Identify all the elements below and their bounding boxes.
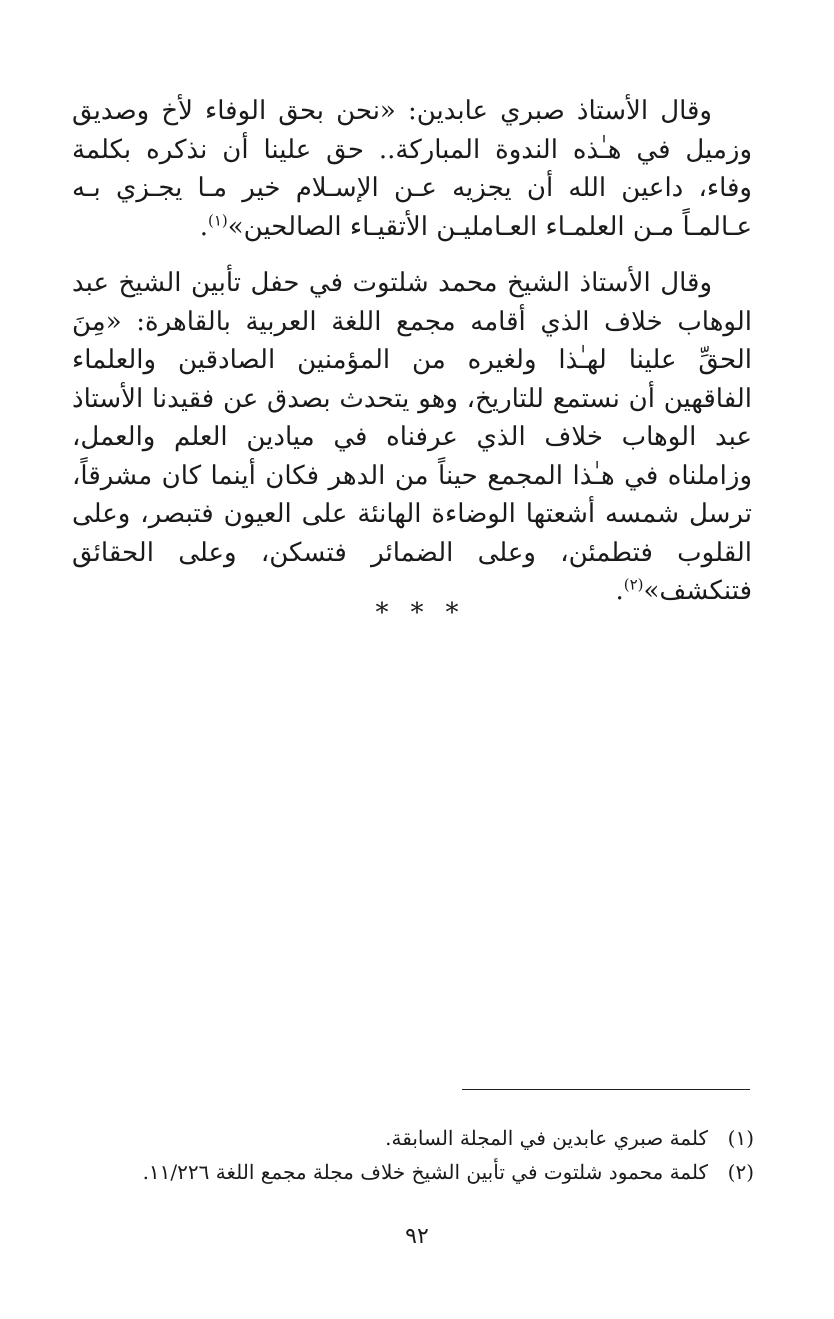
footnote-divider [462,1089,750,1090]
footnote-2 [80,1155,754,1189]
footnote-ref-2: (٢) [623,575,644,594]
footnote-2-number: (٢) [727,1160,754,1184]
footnote-1-text: كلمة صبري عابدين في المجلة السابقة. [385,1126,708,1150]
main-text [72,92,752,611]
page-number: ٩٢ [405,1224,429,1249]
section-separator: *** [375,598,481,628]
paragraph-2 [72,264,752,611]
footnotes [80,1121,754,1189]
paragraph-1-text: وقال الأستاذ صبري عابدين: «نحن بحق الوفاء لأخ وصديق وزميل في هـٰذه الندوة المباركة.. حق علينا أن نذكره بكلمة وفاء، داعين الله أن يجزيه عـن الإسـلام خير مـا يجـزي بـه عـالمـاً مـن العلمـاء العـامليـن الأتقيـاء الصالحين» [72,96,752,242]
footnote-ref-1: (١) [207,210,228,229]
footnote-1 [80,1121,754,1155]
paragraph-1 [72,92,752,246]
paragraph-2-end: . [615,576,624,606]
paragraph-1-end: . [199,211,208,242]
paragraph-2-text: وقال الأستاذ الشيخ محمد شلتوت في حفل تأبين الشيخ عبد الوهاب خلاف الذي أقامه مجمع اللغة العربية بالقاهرة: «مِنَ الحقِّ علينا لهـٰذا ولغيره من المؤمنين الصادقين والعلماء الفاقهين أن نستمع للتاريخ، وهو يتحدث بصدق عن فقيدنا الأستاذ عبد الوهاب خلاف الذي عرفناه في ميادين العلم والعمل، وزاملناه في هـٰذا المجمع حيناً من الدهر فكان أينما كان مشرقاً، ترسل شمسه أشعتها الوضاءة الهانئة على العيون فتبصر، وعلى القلوب فتطمئن، وعلى الضمائر فتسكن، وعلى الحقائق فتنكشف» [72,268,752,606]
footnote-1-number: (١) [727,1126,754,1150]
footnote-2-text: كلمة محمود شلتوت في تأبين الشيخ خلاف مجلة مجمع اللغة ١١/٢٢٦. [142,1160,708,1184]
